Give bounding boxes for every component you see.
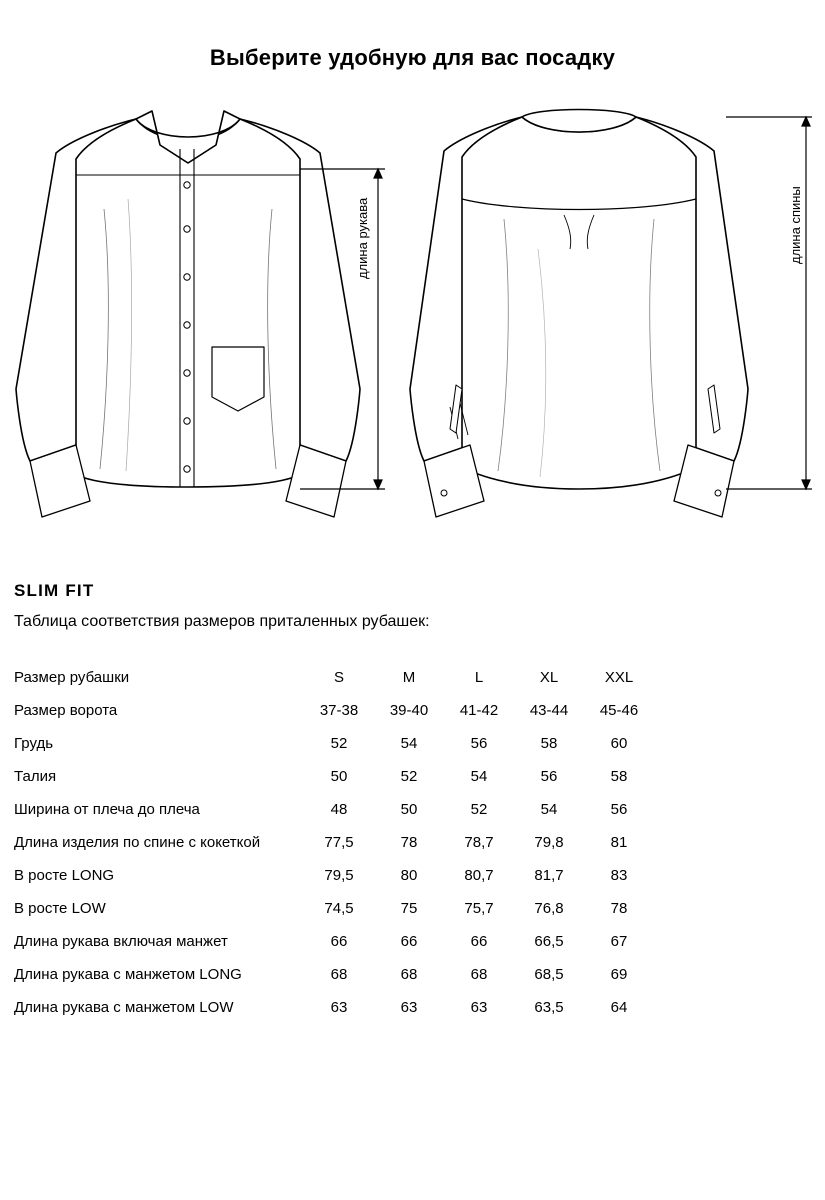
row-label: Размер рубашки: [14, 669, 130, 686]
row-label: Грудь: [14, 735, 54, 752]
table-cell: 78: [610, 900, 628, 917]
table-cell: 68: [470, 966, 488, 983]
table-cell: 74,5: [324, 900, 354, 917]
row-label: Размер ворота: [14, 702, 118, 719]
table-cell: 66: [470, 933, 488, 950]
table-cell: 54: [400, 735, 418, 752]
table-cell: 56: [470, 735, 488, 752]
table-cell: 52: [400, 768, 418, 785]
table-cell: 60: [610, 735, 628, 752]
table-cell: 78: [400, 834, 418, 851]
table-cell: 50: [330, 768, 348, 785]
table-cell: 66: [400, 933, 418, 950]
row-label: Длина рукава включая манжет: [14, 933, 228, 950]
page-title: Выберите удобную для вас посадку: [209, 45, 616, 70]
table-row: [14, 925, 654, 958]
table-cell: 37-38: [319, 702, 359, 719]
table-cell: 48: [330, 801, 348, 818]
table-cell: 81,7: [534, 867, 564, 884]
table-cell: 77,5: [324, 834, 354, 851]
table-cell: 45-46: [599, 702, 639, 719]
table-cell: 63: [470, 999, 488, 1016]
table-cell: 75,7: [464, 900, 494, 917]
table-cell: 56: [540, 768, 558, 785]
table-cell: 66: [330, 933, 348, 950]
table-cell: 58: [610, 768, 628, 785]
row-label: Длина изделия по спине с кокеткой: [14, 834, 261, 851]
table-row: [14, 859, 654, 892]
back-measure-arrow: [716, 89, 825, 559]
table-row: [14, 892, 654, 925]
table-cell: 68,5: [534, 966, 564, 983]
table-cell: 63: [400, 999, 418, 1016]
table-cell: 58: [540, 735, 558, 752]
table-cell: 52: [470, 801, 488, 818]
table-cell: M: [402, 669, 416, 686]
table-cell: 79,8: [534, 834, 564, 851]
table-cell: 79,5: [324, 867, 354, 884]
table-row: [14, 826, 654, 859]
table-row: [14, 694, 654, 727]
table-cell: XL: [539, 669, 559, 686]
row-label: Длина рукава с манжетом LOW: [14, 999, 234, 1016]
table-cell: 52: [330, 735, 348, 752]
table-row: [14, 760, 654, 793]
table-cell: 63,5: [534, 999, 564, 1016]
back-measure-label: длина спины: [788, 186, 803, 264]
row-label: Ширина от плеча до плеча: [14, 801, 200, 818]
table-cell: 43-44: [529, 702, 569, 719]
row-label: В росте LOW: [14, 900, 106, 917]
table-cell: 66,5: [534, 933, 564, 950]
table-cell: 83: [610, 867, 628, 884]
table-row: [14, 661, 654, 694]
row-label: В росте LONG: [14, 867, 115, 884]
table-cell: 39-40: [389, 702, 429, 719]
table-cell: 81: [610, 834, 628, 851]
front-measure-arrow: [300, 89, 410, 559]
table-cell: 63: [330, 999, 348, 1016]
table-row: [14, 727, 654, 760]
table-cell: 76,8: [534, 900, 564, 917]
table-cell: 78,7: [464, 834, 494, 851]
table-cell: 54: [540, 801, 558, 818]
table-cell: 64: [610, 999, 628, 1016]
table-cell: 68: [330, 966, 348, 983]
table-cell: 80,7: [464, 867, 494, 884]
row-label: Талия: [14, 768, 57, 785]
table-cell: 69: [610, 966, 628, 983]
size-table-body: [14, 661, 654, 1024]
table-cell: 56: [610, 801, 628, 818]
table-cell: 41-42: [459, 702, 499, 719]
size-table: [14, 661, 654, 1024]
table-row: [14, 958, 654, 991]
front-measure-label: длина рукава: [355, 197, 370, 279]
table-cell: S: [333, 669, 344, 686]
table-cell: 75: [400, 900, 418, 917]
table-cell: XXL: [604, 669, 634, 686]
table-cell: L: [474, 669, 484, 686]
table-cell: 54: [470, 768, 488, 785]
table-cell: 68: [400, 966, 418, 983]
table-row: [14, 793, 654, 826]
table-cell: 50: [400, 801, 418, 818]
fit-description: Таблица соответствия размеров приталенных рубашек:: [14, 613, 430, 630]
table-row: [14, 991, 654, 1024]
shirt-diagrams: [0, 89, 825, 559]
fit-title: SLIM FIT: [14, 581, 95, 600]
row-label: Длина рукава с манжетом LONG: [14, 966, 242, 983]
table-cell: 67: [610, 933, 628, 950]
table-cell: 80: [400, 867, 418, 884]
